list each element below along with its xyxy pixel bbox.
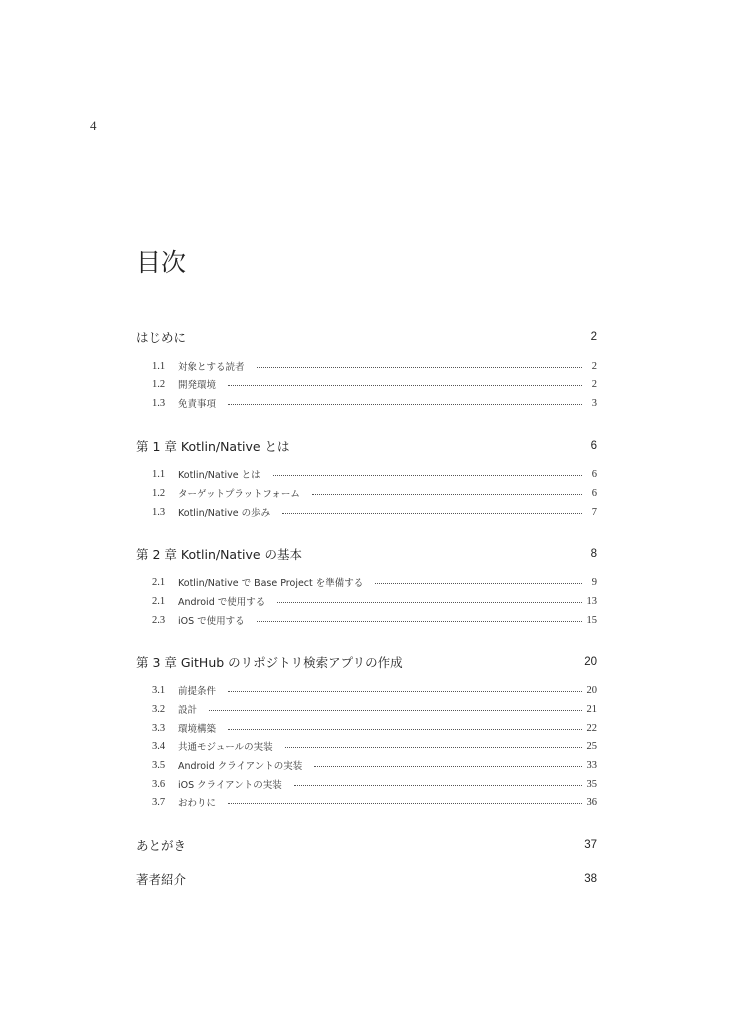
toc-chapter[interactable] [136,327,597,347]
dot-leader [228,729,581,730]
chapter-title: 著者紹介 [136,872,187,887]
section-number: 3.4 [152,740,166,752]
section-page: 6 [591,487,597,499]
section-title: Android クライアントの実装 [178,761,303,772]
section-page: 9 [591,576,597,588]
toc-chapter[interactable] [136,436,597,456]
section-number: 2.1 [152,576,166,588]
section-title: 開発環境 [178,380,217,391]
toc-entry[interactable] [152,592,597,610]
dot-leader [375,583,582,584]
section-title: 環境構築 [178,724,217,735]
section-title: おわりに [178,798,217,809]
chapter-title: 第 2 章 Kotlin/Native の基本 [136,547,303,562]
section-title: iOS で使用する [178,616,245,627]
toc-entry[interactable] [152,681,597,699]
section-page: 33 [586,759,597,771]
toc-entry[interactable] [152,775,597,793]
toc-chapter[interactable] [136,869,597,889]
section-page: 15 [586,614,597,626]
section-number: 2.3 [152,614,166,626]
section-number: 1.3 [152,506,166,518]
section-title: 前提条件 [178,686,217,697]
toc-entry[interactable] [152,611,597,629]
chapter-title: 第 1 章 Kotlin/Native とは [136,439,290,454]
toc-entry[interactable] [152,465,597,483]
chapter-page: 2 [590,331,597,343]
section-number: 3.5 [152,759,166,771]
chapter-page: 37 [584,839,597,851]
dot-leader [257,621,582,622]
chapter-title: あとがき [136,838,187,853]
chapter-page: 8 [590,548,597,560]
toc-entry[interactable] [152,484,597,502]
section-title: Kotlin/Native とは [178,470,261,481]
section-title: 対象とする読者 [178,362,245,373]
section-page: 25 [586,740,597,752]
toc-entry[interactable] [152,503,597,521]
section-title: 共通モジュールの実装 [178,742,273,753]
toc-entry[interactable] [152,700,597,718]
section-title: iOS クライアントの実装 [178,780,282,791]
toc-chapter[interactable] [136,544,597,564]
chapter-title: はじめに [136,330,187,345]
chapter-page: 38 [584,873,597,885]
section-title: 設計 [178,705,198,716]
toc-chapter[interactable] [136,652,597,672]
dot-leader [277,602,581,603]
page-title: 目次 [136,247,187,277]
section-page: 6 [591,468,597,480]
dot-leader [228,385,582,386]
section-page: 7 [591,506,597,518]
toc-entry[interactable] [152,737,597,755]
dot-leader [282,513,582,514]
section-page: 2 [591,360,597,372]
section-title: Android で使用する [178,597,266,608]
section-title: 免責事項 [178,399,217,410]
section-page: 2 [591,378,597,390]
section-number: 2.1 [152,595,166,607]
page-number: 4 [90,118,97,133]
toc-entry[interactable] [152,793,597,811]
section-number: 3.3 [152,722,166,734]
section-number: 3.7 [152,796,166,808]
dot-leader [312,494,582,495]
section-page: 35 [586,778,597,790]
toc-entry[interactable] [152,719,597,737]
toc-entry[interactable] [152,375,597,393]
chapter-page: 6 [590,440,597,452]
dot-leader [228,803,581,804]
chapter-title: 第 3 章 GitHub のリポジトリ検索アプリの作成 [136,655,403,670]
toc-entry[interactable] [152,394,597,412]
section-title: ターゲットプラットフォーム [178,489,300,500]
section-number: 1.2 [152,487,166,499]
section-number: 3.2 [152,703,166,715]
dot-leader [273,475,582,476]
section-number: 1.3 [152,397,166,409]
section-page: 13 [586,595,597,607]
toc-chapter[interactable] [136,835,597,855]
section-title: Kotlin/Native の歩み [178,508,271,519]
section-number: 3.1 [152,684,166,696]
section-page: 21 [586,703,597,715]
section-title: Kotlin/Native で Base Project を準備する [178,578,364,589]
toc-entry[interactable] [152,573,597,591]
toc-entry[interactable] [152,357,597,375]
dot-leader [294,785,582,786]
dot-leader [228,404,582,405]
toc-entry[interactable] [152,756,597,774]
dot-leader [285,747,582,748]
dot-leader [257,367,582,368]
dot-leader [228,691,581,692]
section-page: 22 [586,722,597,734]
section-number: 3.6 [152,778,166,790]
section-number: 1.1 [152,360,166,372]
dot-leader [209,710,581,711]
section-page: 36 [586,796,597,808]
section-page: 20 [586,684,597,696]
dot-leader [314,766,581,767]
section-number: 1.2 [152,378,166,390]
section-page: 3 [591,397,597,409]
chapter-page: 20 [584,656,597,668]
section-number: 1.1 [152,468,166,480]
